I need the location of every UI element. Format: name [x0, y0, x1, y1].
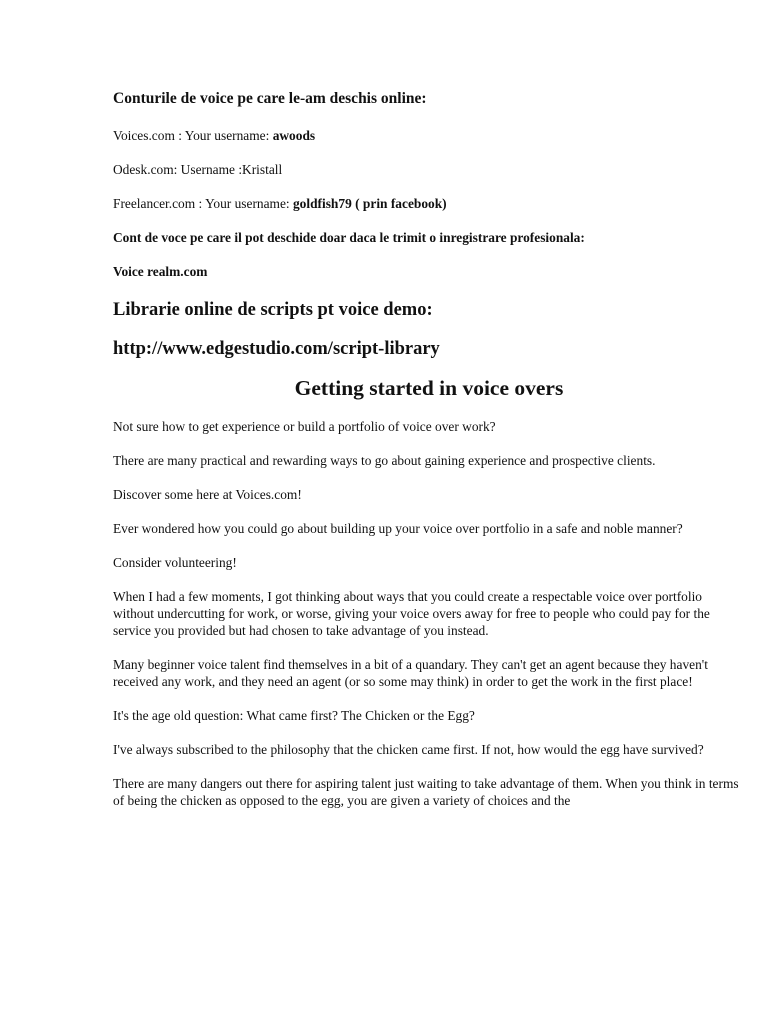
account-voices-username: awoods — [272, 128, 316, 143]
library-url: http://www.edgestudio.com/script-library — [113, 339, 440, 359]
account-odesk — [113, 161, 743, 178]
paragraph: There are many dangers out there for aspiring talent just waiting to take advantage of them. When you think in terms of being the chicken as opposed to the egg, you are given a variety of choices and the — [113, 776, 739, 808]
account-voices-label: Voices.com : Your username: — [113, 128, 273, 143]
account-freelancer-username: goldfish79 — [292, 196, 352, 211]
account-freelancer — [113, 195, 743, 212]
paragraph: Consider volunteering! — [113, 555, 237, 570]
library-heading: Librarie online de scripts pt voice demo: — [113, 300, 433, 320]
paragraph: There are many practical and rewarding ways to go about gaining experience and prospective clients. — [113, 453, 656, 468]
document-content — [113, 90, 743, 826]
paragraph: Discover some here at Voices.com! — [113, 487, 302, 502]
paragraph: Not sure how to get experience or build a portfolio of voice over work? — [113, 419, 496, 434]
account-voices — [113, 127, 743, 144]
account-odesk-label: Odesk.com: Username :Kristall — [113, 162, 283, 177]
article-title: Getting started in voice overs — [294, 376, 564, 400]
paragraph: When I had a few moments, I got thinking about ways that you could create a respectable voice over portfolio without undercutting for work, or worse, giving your voice overs away for free to people who could pay for the service you provided but had chosen to take advantage of you instead. — [113, 589, 710, 638]
paragraph: Many beginner voice talent find themselves in a bit of a quandary. They can't get an agent because they haven't received any work, and they need an agent (or so some may think) in order to get the work in the first place! — [113, 657, 708, 689]
paragraph: I've always subscribed to the philosophy that the chicken came first. If not, how would the egg have survived? — [113, 742, 704, 757]
pro-account-heading: Cont de voce pe care il pot deschide doar daca le trimit o inregistrare profesionala: — [113, 230, 585, 245]
paragraph: Ever wondered how you could go about building up your voice over portfolio in a safe and noble manner? — [113, 521, 683, 536]
account-freelancer-note: ( prin facebook) — [351, 196, 447, 211]
pro-account-site: Voice realm.com — [113, 264, 208, 279]
accounts-heading: Conturile de voice pe care le-am deschis online: — [113, 90, 427, 107]
paragraph: It's the age old question: What came first? The Chicken or the Egg? — [113, 708, 475, 723]
account-freelancer-label: Freelancer.com : Your username: — [113, 196, 293, 211]
